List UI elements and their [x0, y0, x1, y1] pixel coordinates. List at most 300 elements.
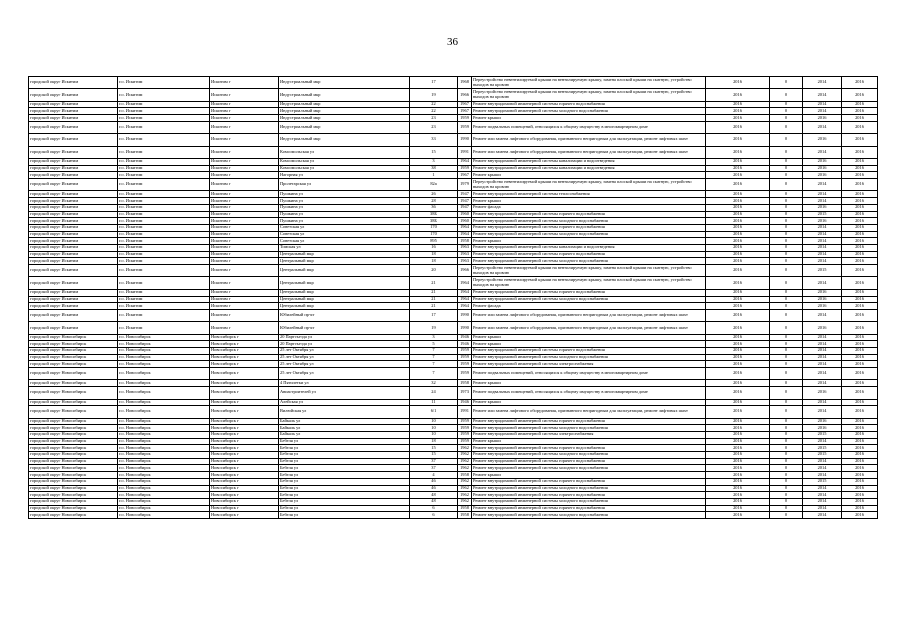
settlement-name-cell: г.о. Новосибирск [118, 478, 210, 485]
settlement-cell: Новосибирск г [210, 418, 279, 425]
year-from-cell: 2016 [706, 380, 770, 387]
work-type-cell: Ремонт внутридомовой инженерной системы холодного водоснабжения [472, 485, 706, 492]
settlement-name-cell: г.о. Искитим [118, 191, 210, 198]
year-from-cell: 2016 [706, 277, 770, 289]
street-cell: 25 лет Октября ул [279, 348, 410, 355]
year-from-cell: 2016 [706, 265, 770, 277]
year-a-cell: 2014 [803, 191, 842, 198]
year-from-cell: 2016 [706, 289, 770, 296]
year-b-cell: 2016 [842, 438, 878, 445]
year-from-cell: 2016 [706, 348, 770, 355]
year-built-cell: 1946 [458, 399, 472, 406]
year-a-cell: 2014 [803, 244, 842, 251]
work-type-cell: Переустройство невентилируемой крыши на вентилируемую крышу, замена плоской крыши на скатную, устройство выходов на кровлю [472, 277, 706, 289]
year-b-cell: 2016 [842, 418, 878, 425]
settlement-name-cell: г.о. Новосибирск [118, 361, 210, 368]
year-from-cell: 2016 [706, 165, 770, 172]
settlement-cell: Искитим г [210, 77, 279, 89]
settlement-cell: Искитим г [210, 211, 279, 218]
settlement-name-cell: г.о. Искитим [118, 77, 210, 89]
year-from-cell: 2016 [706, 134, 770, 146]
year-a-cell: 2016 [803, 204, 842, 211]
settlement-cell: Искитим г [210, 231, 279, 238]
year-built-cell: 1947 [458, 204, 472, 211]
municipality-cell: городской округ Искитим [29, 277, 118, 289]
year-b-cell: 2016 [842, 399, 878, 406]
house-number-cell: 11 [410, 399, 458, 406]
flag-cell: 0 [770, 172, 803, 179]
year-built-cell: 1964 [458, 303, 472, 310]
municipality-cell: городской округ Искитим [29, 159, 118, 166]
municipality-cell: городской округ Новосибирск [29, 432, 118, 439]
year-a-cell: 2016 [803, 418, 842, 425]
house-number-cell: 7 [410, 354, 458, 361]
house-number-cell: 18 [410, 251, 458, 258]
table-row [29, 121, 878, 133]
year-from-cell: 2016 [706, 341, 770, 348]
year-b-cell: 2016 [842, 361, 878, 368]
settlement-name-cell: г.о. Новосибирск [118, 387, 210, 399]
municipality-cell: городской округ Искитим [29, 251, 118, 258]
municipality-cell: городской округ Искитим [29, 211, 118, 218]
table-row [29, 77, 878, 89]
year-b-cell: 2016 [842, 465, 878, 472]
settlement-name-cell: г.о. Новосибирск [118, 512, 210, 519]
year-built-cell: 1959 [458, 438, 472, 445]
flag-cell: 0 [770, 204, 803, 211]
house-number-cell: 24 [410, 387, 458, 399]
table-row [29, 485, 878, 492]
settlement-cell: Искитим г [210, 309, 279, 321]
settlement-cell: Искитим г [210, 224, 279, 231]
year-built-cell: 1958 [458, 505, 472, 512]
table-row [29, 289, 878, 296]
house-number-cell: 38 [410, 165, 458, 172]
year-built-cell: 1959 [458, 425, 472, 432]
table-row [29, 277, 878, 289]
year-b-cell: 2016 [842, 348, 878, 355]
year-a-cell: 2014 [803, 224, 842, 231]
table-row [29, 198, 878, 205]
year-built-cell: 1973 [458, 387, 472, 399]
flag-cell: 0 [770, 354, 803, 361]
house-number-cell: 22 [410, 101, 458, 108]
settlement-cell: Новосибирск г [210, 354, 279, 361]
year-b-cell: 2016 [842, 505, 878, 512]
table-row [29, 354, 878, 361]
flag-cell: 0 [770, 231, 803, 238]
table-row [29, 432, 878, 439]
table-row [29, 341, 878, 348]
work-type-cell: Ремонт крыши [472, 380, 706, 387]
year-from-cell: 2016 [706, 472, 770, 479]
year-built-cell: 1962 [458, 485, 472, 492]
settlement-name-cell: г.о. Искитим [118, 204, 210, 211]
work-type-cell: Ремонт фасада [472, 303, 706, 310]
house-number-cell: 6 [410, 505, 458, 512]
year-a-cell: 2016 [803, 115, 842, 122]
settlement-name-cell: г.о. Искитим [118, 218, 210, 225]
municipality-cell: городской округ Новосибирск [29, 465, 118, 472]
table-row [29, 165, 878, 172]
year-a-cell: 2014 [803, 380, 842, 387]
settlement-name-cell: г.о. Искитим [118, 146, 210, 158]
settlement-cell: Искитим г [210, 238, 279, 245]
work-type-cell: Ремонт крыши [472, 198, 706, 205]
year-b-cell: 2016 [842, 445, 878, 452]
house-number-cell: 7 [410, 368, 458, 380]
year-from-cell: 2016 [706, 172, 770, 179]
flag-cell: 0 [770, 121, 803, 133]
table-row [29, 418, 878, 425]
house-number-cell: 46 [410, 485, 458, 492]
settlement-name-cell: г.о. Новосибирск [118, 452, 210, 459]
flag-cell: 0 [770, 289, 803, 296]
settlement-cell: Новосибирск г [210, 361, 279, 368]
year-built-cell: 1964 [458, 224, 472, 231]
work-type-cell: Ремонт внутридомовой инженерной системы холодного водоснабжения [472, 425, 706, 432]
municipality-cell: городской округ Новосибирск [29, 380, 118, 387]
settlement-cell: Искитим г [210, 296, 279, 303]
settlement-name-cell: г.о. Искитим [118, 322, 210, 334]
settlement-cell: Искитим г [210, 115, 279, 122]
house-number-cell: 15 [410, 445, 458, 452]
year-built-cell: 1967 [458, 101, 472, 108]
flag-cell: 0 [770, 361, 803, 368]
municipality-cell: городской округ Новосибирск [29, 452, 118, 459]
year-built-cell: 1959 [458, 115, 472, 122]
year-b-cell: 2016 [842, 238, 878, 245]
year-a-cell: 2016 [803, 218, 842, 225]
year-a-cell: 2014 [803, 179, 842, 191]
year-a-cell: 2014 [803, 472, 842, 479]
year-a-cell: 2014 [803, 334, 842, 341]
settlement-cell: Новосибирск г [210, 406, 279, 418]
settlement-cell: Искитим г [210, 146, 279, 158]
year-a-cell: 2014 [803, 465, 842, 472]
house-number-cell: 21 [410, 303, 458, 310]
house-number-cell: 38Б [410, 211, 458, 218]
year-built-cell: 1958 [458, 472, 472, 479]
table-row [29, 492, 878, 499]
year-a-cell: 2014 [803, 406, 842, 418]
year-from-cell: 2016 [706, 89, 770, 101]
table-row [29, 498, 878, 505]
year-b-cell: 2016 [842, 101, 878, 108]
municipality-cell: городской округ Новосибирск [29, 458, 118, 465]
municipality-cell: городской округ Новосибирск [29, 485, 118, 492]
year-built-cell: 1959 [458, 418, 472, 425]
year-from-cell: 2016 [706, 159, 770, 166]
municipality-cell: городской округ Искитим [29, 101, 118, 108]
table-row [29, 115, 878, 122]
settlement-cell: Искитим г [210, 258, 279, 265]
year-built-cell: 1959 [458, 432, 472, 439]
municipality-cell: городской округ Искитим [29, 258, 118, 265]
table-body [29, 77, 878, 519]
municipality-cell: городской округ Новосибирск [29, 505, 118, 512]
settlement-name-cell: г.о. Искитим [118, 265, 210, 277]
street-cell: Индустриальный мкр [279, 108, 410, 115]
settlement-name-cell: г.о. Новосибирск [118, 458, 210, 465]
year-built-cell: 1959 [458, 348, 472, 355]
work-type-cell: Ремонт внутридомовой инженерной системы горячего водоснабжения [472, 251, 706, 258]
work-type-cell: Ремонт внутридомовой инженерной системы горячего водоснабжения [472, 101, 706, 108]
year-a-cell: 2014 [803, 146, 842, 158]
table-row [29, 224, 878, 231]
house-number-cell: 23 [410, 121, 458, 133]
settlement-name-cell: г.о. Новосибирск [118, 465, 210, 472]
year-from-cell: 2016 [706, 465, 770, 472]
settlement-cell: Новосибирск г [210, 399, 279, 406]
year-b-cell: 2016 [842, 77, 878, 89]
work-type-cell: Ремонт подвальных помещений, относящихся к общему имуществу в многоквартирном доме [472, 121, 706, 133]
year-b-cell: 2016 [842, 165, 878, 172]
street-cell: Бебеля ул [279, 478, 410, 485]
flag-cell: 0 [770, 472, 803, 479]
year-a-cell: 2014 [803, 438, 842, 445]
street-cell: Советская ул [279, 224, 410, 231]
settlement-cell: Новосибирск г [210, 458, 279, 465]
year-built-cell: 1963 [458, 244, 472, 251]
table-row [29, 458, 878, 465]
year-built-cell: 1959 [458, 165, 472, 172]
year-b-cell: 2016 [842, 498, 878, 505]
house-number-cell: 21 [410, 289, 458, 296]
year-from-cell: 2016 [706, 334, 770, 341]
house-number-cell: 4 [410, 472, 458, 479]
year-b-cell: 2016 [842, 309, 878, 321]
settlement-name-cell: г.о. Искитим [118, 224, 210, 231]
street-cell: Юбилейный пр-кт [279, 309, 410, 321]
table-row [29, 251, 878, 258]
municipality-cell: городской округ Новосибирск [29, 334, 118, 341]
year-b-cell: 2016 [842, 425, 878, 432]
flag-cell: 0 [770, 211, 803, 218]
municipality-cell: городской округ Искитим [29, 296, 118, 303]
year-a-cell: 2014 [803, 89, 842, 101]
table-row [29, 244, 878, 251]
year-built-cell: 1967 [458, 172, 472, 179]
year-from-cell: 2016 [706, 406, 770, 418]
settlement-name-cell: г.о. Новосибирск [118, 432, 210, 439]
work-type-cell: Ремонт внутридомовой инженерной системы горячего водоснабжения [472, 458, 706, 465]
table-row [29, 159, 878, 166]
house-number-cell: 3 [410, 334, 458, 341]
year-built-cell: 1963 [458, 251, 472, 258]
settlement-name-cell: г.о. Новосибирск [118, 406, 210, 418]
house-number-cell: 46 [410, 478, 458, 485]
settlement-name-cell: г.о. Новосибирск [118, 498, 210, 505]
street-cell: Бебеля ул [279, 505, 410, 512]
work-type-cell: Переустройство невентилируемой крыши на вентилируемую крышу, замена плоской крыши на скатную, устройство выходов на кровлю [472, 265, 706, 277]
year-a-cell: 2016 [803, 322, 842, 334]
street-cell: Бебеля ул [279, 485, 410, 492]
settlement-cell: Искитим г [210, 322, 279, 334]
house-number-cell: 7 [410, 348, 458, 355]
house-number-cell: 20 [410, 265, 458, 277]
street-cell: Томская ул [279, 244, 410, 251]
municipality-cell: городской округ Искитим [29, 309, 118, 321]
municipality-cell: городской округ Искитим [29, 204, 118, 211]
table-row [29, 387, 878, 399]
street-cell: Бебеля ул [279, 512, 410, 519]
year-built-cell: 1947 [458, 191, 472, 198]
year-a-cell: 2015 [803, 445, 842, 452]
house-number-cell: 5 [410, 341, 458, 348]
year-built-cell: 1959 [458, 361, 472, 368]
year-from-cell: 2016 [706, 211, 770, 218]
work-type-cell: Ремонт или замена лифтового оборудования, признанного непригодным для эксплуатации, ремонт лифтовых шахт [472, 309, 706, 321]
work-type-cell: Ремонт внутридомовой инженерной системы горячего водоснабжения [472, 348, 706, 355]
year-b-cell: 2016 [842, 179, 878, 191]
work-type-cell: Ремонт внутридомовой инженерной системы канализации и водоотведения [472, 165, 706, 172]
year-a-cell: 2014 [803, 492, 842, 499]
street-cell: 20 Партсъезда ул [279, 334, 410, 341]
work-type-cell: Ремонт внутридомовой инженерной системы электроснабжения [472, 361, 706, 368]
work-type-cell: Ремонт внутридомовой инженерной системы холодного водоснабжения [472, 465, 706, 472]
year-b-cell: 2016 [842, 452, 878, 459]
street-cell: Комсомольская ул [279, 159, 410, 166]
municipality-cell: городской округ Новосибирск [29, 341, 118, 348]
settlement-cell: Искитим г [210, 121, 279, 133]
street-cell: Юбилейный пр-кт [279, 322, 410, 334]
work-type-cell: Ремонт внутридомовой инженерной системы теплоснабжения [472, 191, 706, 198]
year-from-cell: 2016 [706, 418, 770, 425]
year-from-cell: 2016 [706, 512, 770, 519]
year-b-cell: 2016 [842, 406, 878, 418]
flag-cell: 0 [770, 348, 803, 355]
street-cell: Комсомольская ул [279, 146, 410, 158]
municipality-cell: городской округ Искитим [29, 134, 118, 146]
street-cell: Индустриальный мкр [279, 134, 410, 146]
house-number-cell: 19 [410, 322, 458, 334]
flag-cell: 0 [770, 89, 803, 101]
year-built-cell: 1966 [458, 265, 472, 277]
year-built-cell: 1990 [458, 322, 472, 334]
street-cell: 25 лет Октября ул [279, 361, 410, 368]
house-number-cell: 18 [410, 438, 458, 445]
house-number-cell: 3 [410, 159, 458, 166]
flag-cell: 0 [770, 179, 803, 191]
settlement-name-cell: г.о. Искитим [118, 172, 210, 179]
year-b-cell: 2016 [842, 159, 878, 166]
house-number-cell: 10 [410, 432, 458, 439]
year-from-cell: 2016 [706, 368, 770, 380]
flag-cell: 0 [770, 258, 803, 265]
house-number-cell: 16 [410, 244, 458, 251]
year-a-cell: 2016 [803, 387, 842, 399]
work-type-cell: Ремонт внутридомовой инженерной системы канализации и водоотведения [472, 244, 706, 251]
year-a-cell: 2014 [803, 198, 842, 205]
settlement-cell: Искитим г [210, 303, 279, 310]
work-type-cell: Ремонт внутридомовой инженерной системы горячего водоснабжения [472, 211, 706, 218]
house-number-cell: 36 [410, 204, 458, 211]
house-number-cell: 26 [410, 191, 458, 198]
year-b-cell: 2016 [842, 303, 878, 310]
work-type-cell: Переустройство невентилируемой крыши на вентилируемую крышу, замена плоской крыши на скатную, устройство выходов на кровлю [472, 179, 706, 191]
municipality-cell: городской округ Новосибирск [29, 406, 118, 418]
flag-cell: 0 [770, 277, 803, 289]
settlement-cell: Новосибирск г [210, 472, 279, 479]
work-type-cell: Ремонт или замена лифтового оборудования, признанного непригодным для эксплуатации, ремонт лифтовых шахт [472, 134, 706, 146]
settlement-cell: Новосибирск г [210, 445, 279, 452]
year-built-cell: 1979 [458, 179, 472, 191]
flag-cell: 0 [770, 115, 803, 122]
flag-cell: 0 [770, 146, 803, 158]
settlement-name-cell: г.о. Искитим [118, 244, 210, 251]
year-from-cell: 2016 [706, 387, 770, 399]
street-cell: Советская ул [279, 238, 410, 245]
year-b-cell: 2016 [842, 121, 878, 133]
work-type-cell: Ремонт внутридомовой инженерной системы холодного водоснабжения [472, 296, 706, 303]
flag-cell: 0 [770, 498, 803, 505]
year-from-cell: 2016 [706, 108, 770, 115]
year-from-cell: 2016 [706, 303, 770, 310]
year-a-cell: 2014 [803, 361, 842, 368]
settlement-cell: Новосибирск г [210, 492, 279, 499]
flag-cell: 0 [770, 458, 803, 465]
flag-cell: 0 [770, 238, 803, 245]
settlement-name-cell: г.о. Искитим [118, 289, 210, 296]
work-type-cell: Ремонт внутридомовой инженерной системы горячего водоснабжения [472, 505, 706, 512]
settlement-cell: Новосибирск г [210, 465, 279, 472]
flag-cell: 0 [770, 265, 803, 277]
flag-cell: 0 [770, 399, 803, 406]
year-from-cell: 2016 [706, 218, 770, 225]
year-b-cell: 2016 [842, 251, 878, 258]
year-from-cell: 2016 [706, 354, 770, 361]
table-row [29, 204, 878, 211]
house-number-cell: 15 [410, 452, 458, 459]
flag-cell: 0 [770, 101, 803, 108]
settlement-name-cell: г.о. Искитим [118, 251, 210, 258]
work-type-cell: Ремонт или замена лифтового оборудования, признанного непригодным для эксплуатации, ремонт лифтовых шахт [472, 322, 706, 334]
year-b-cell: 2016 [842, 368, 878, 380]
year-b-cell: 2016 [842, 224, 878, 231]
year-from-cell: 2016 [706, 198, 770, 205]
settlement-name-cell: г.о. Искитим [118, 277, 210, 289]
house-number-cell: 170 [410, 231, 458, 238]
street-cell: Бебеля ул [279, 465, 410, 472]
year-built-cell: 1990 [458, 134, 472, 146]
work-type-cell: Ремонт внутридомовой инженерной системы горячего водоснабжения [472, 224, 706, 231]
work-type-cell: Ремонт внутридомовой инженерной системы холодного водоснабжения [472, 512, 706, 519]
work-type-cell: Ремонт внутридомовой инженерной системы холодного водоснабжения [472, 452, 706, 459]
settlement-cell: Искитим г [210, 277, 279, 289]
year-from-cell: 2016 [706, 492, 770, 499]
street-cell: Центральный мкр [279, 265, 410, 277]
flag-cell: 0 [770, 478, 803, 485]
year-built-cell: 1946 [458, 341, 472, 348]
year-b-cell: 2016 [842, 244, 878, 251]
work-type-cell: Переустройство невентилируемой крыши на вентилируемую крышу, замена плоской крыши на скатную, устройство выходов на кровлю [472, 77, 706, 89]
table-row [29, 399, 878, 406]
year-b-cell: 2016 [842, 89, 878, 101]
table-row [29, 309, 878, 321]
municipality-cell: городской округ Искитим [29, 172, 118, 179]
settlement-cell: Новосибирск г [210, 425, 279, 432]
settlement-name-cell: г.о. Искитим [118, 231, 210, 238]
year-a-cell: 2014 [803, 512, 842, 519]
settlement-name-cell: г.о. Новосибирск [118, 438, 210, 445]
street-cell: Пушкина ул [279, 191, 410, 198]
work-type-cell: Ремонт фасада [472, 204, 706, 211]
work-type-cell: Ремонт внутридомовой инженерной системы холодного водоснабжения [472, 108, 706, 115]
year-a-cell: 2014 [803, 108, 842, 115]
flag-cell: 0 [770, 432, 803, 439]
year-a-cell: 2016 [803, 159, 842, 166]
